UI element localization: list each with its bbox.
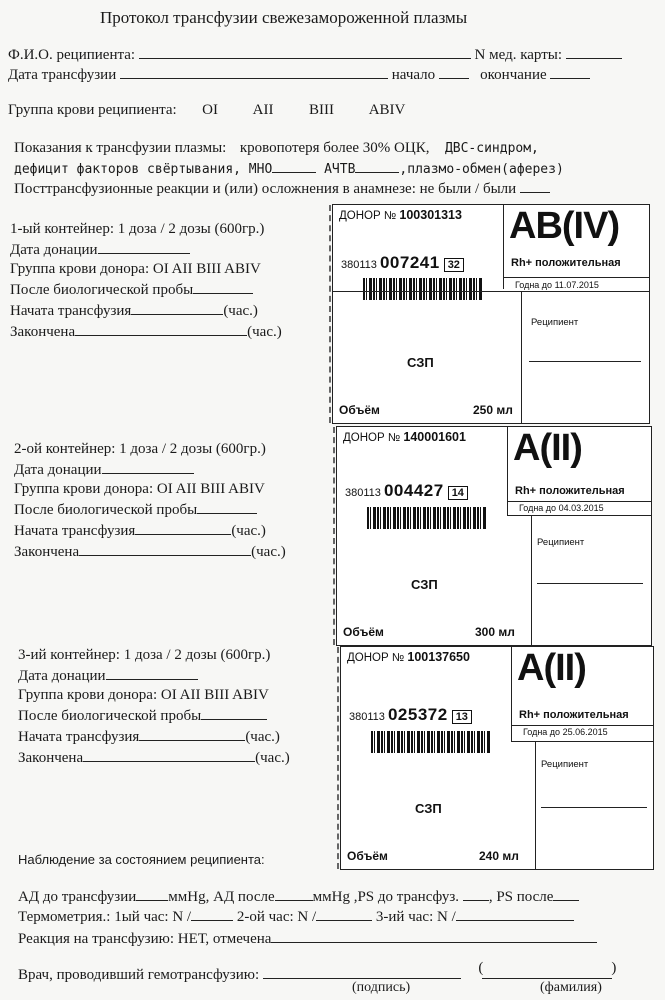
container-box-number: 13 [452,710,472,724]
doctor-row [18,960,617,984]
donor-group-label: Группа крови донора: OI AII BIII ABIV [14,481,265,497]
hour-label: (час.) [231,523,266,539]
fio-field[interactable] [139,44,471,59]
donation-date-label: Дата донации [10,242,98,258]
container-1-fields [10,220,282,342]
bio-test-field[interactable] [197,499,257,514]
indication-plasmapheresis: ,плазмо-обмен(аферез) [399,162,564,177]
expiry-date: Годна до 04.03.2015 [519,503,604,513]
thermo-hour2-label: 2-ой час: N / [236,909,317,925]
donor-label-2 [336,426,652,646]
ended-label: Закончена [14,544,80,560]
donor-blood-group: A(II) [513,427,582,469]
reaction-row [18,928,597,948]
ended-label: Закончена [18,750,84,766]
donor-number: ДОНОР № 100301313 [339,208,462,222]
product-name: СЗП [411,577,438,592]
ended-field[interactable] [75,321,247,336]
end-label: окончание [480,67,547,83]
indication-factor-deficit: дефицит факторов свёртывания, МНО [14,162,273,177]
hour-label: (час.) [223,303,258,319]
group-option-abiv[interactable]: ABIV [368,102,406,118]
container-code: 380113 004427 14 [345,481,468,501]
ended-field[interactable] [79,541,251,556]
ended-label: Закончена [10,324,76,340]
donation-date-field[interactable] [102,459,194,474]
bio-test-label: После биологической пробы [10,282,194,298]
ps-before-label: ммHg ,PS до трансфуз. [312,889,460,905]
donor-number: ДОНОР № 100137650 [347,650,470,664]
bio-test-label: После биологической пробы [18,708,202,724]
indication-dic: ДВС-синдром, [444,141,539,156]
reactions-label: Посттрансфузионные реакции и (или) осложнения в анамнезе: не были / были [14,181,517,197]
volume-label: Объём [347,849,388,863]
indications-row-1 [14,140,539,157]
donor-group-label: Группа крови донора: OI AII BIII ABIV [10,261,261,277]
container-2-fields [14,440,286,562]
recipient-blood-group-row [8,102,405,119]
container-code: 380113 025372 13 [349,705,472,725]
donor-group-label: Группа крови донора: OI AII BIII ABIV [18,687,269,703]
thermo-hour1-label: Термометрия.: 1ый час: N / [18,909,192,925]
donation-date-field[interactable] [98,239,190,254]
indications-label: Показания к трансфузии плазмы: [14,140,227,156]
start-field[interactable] [439,64,469,79]
transfusion-date-row [8,64,590,84]
volume-label: Объём [339,403,380,417]
started-label: Начата трансфузия [18,729,140,745]
bio-test-label: После биологической пробы [14,502,198,518]
product-name: СЗП [407,355,434,370]
container-2-heading: 2-ой контейнер: 1 доза / 2 дозы (600гр.) [14,441,266,457]
card-label: N мед. карты: [474,47,563,63]
group-option-oi[interactable]: OI [202,102,218,118]
volume-label: Объём [343,625,384,639]
ended-field[interactable] [83,747,255,762]
container-code: 380113 007241 32 [341,253,464,273]
container-3-fields [18,646,290,768]
thermometry-row [18,906,574,926]
donor-blood-group: AB(IV) [509,205,620,247]
container-3-heading: 3-ий контейнер: 1 доза / 2 дозы (600гр.) [18,647,271,663]
bio-test-field[interactable] [193,279,253,294]
donation-date-label: Дата донации [14,462,102,478]
recipient-field-label: Реципиент [541,759,589,770]
start-label: начало [391,67,436,83]
signature-field[interactable] [263,964,461,979]
date-field[interactable] [120,64,388,79]
donor-number: ДОНОР № 140001601 [343,430,466,444]
fio-label: Ф.И.О. реципиента: [8,47,136,63]
started-label: Начата трансфузия [10,303,132,319]
hour-label: (час.) [245,729,280,745]
group-option-aii[interactable]: AII [252,102,274,118]
hour-label: (час.) [251,544,286,560]
expiry-date: Годна до 11.07.2015 [515,280,599,290]
rh-factor: Rh+ положительная [511,257,621,269]
product-name: СЗП [415,801,442,816]
reaction-label: Реакция на трансфузию: НЕТ, отмечена [18,931,272,947]
thermo-hour3-label: 3-ий час: N / [375,909,456,925]
reactions-row [14,178,550,198]
ps-before-field[interactable] [463,886,489,901]
observation-heading: Наблюдение за состоянием реципиента: [18,852,265,867]
surname-field[interactable]: ( ) [482,964,612,979]
ps-after-label: , PS после [488,889,554,905]
surname-caption: (фамилия) [540,980,602,995]
ps-after-field[interactable] [553,886,579,901]
card-field[interactable] [566,44,622,59]
hour-label: (час.) [247,324,282,340]
bp-after-label: ммHg, АД после [168,889,275,905]
barcode-icon [371,731,491,753]
bp-before-field[interactable] [136,886,168,901]
container-box-number: 14 [448,486,468,500]
end-field[interactable] [550,64,590,79]
page-title: Протокол трансфузии свежезамороженной плазмы [100,8,468,27]
donor-label-3 [340,646,654,870]
indications-row-2 [14,158,564,177]
recipient-field-label: Реципиент [531,317,579,328]
barcode-icon [363,278,483,300]
blood-group-label: Группа крови реципиента: [8,102,177,118]
bp-before-label: АД до трансфузии [18,889,137,905]
rh-factor: Rh+ положительная [515,485,625,497]
donation-date-field[interactable] [106,665,198,680]
barcode-icon [367,507,487,529]
inr-field[interactable] [272,158,316,173]
volume-value: 300 мл [475,625,515,639]
recipient-field-label: Реципиент [537,537,585,548]
rh-factor: Rh+ положительная [519,709,629,721]
started-label: Начата трансфузия [14,523,136,539]
group-option-biii[interactable]: BIII [309,102,334,118]
container-1-heading: 1-ый контейнер: 1 доза / 2 дозы (600гр.) [10,221,265,237]
indication-aptt: АЧТВ [324,162,356,177]
doctor-label: Врач, проводивший гемотрансфузию: [18,967,260,983]
expiry-date: Годна до 25.06.2015 [523,727,608,737]
date-label: Дата трансфузии [8,67,117,83]
donation-date-label: Дата донации [18,668,106,684]
hour-label: (час.) [255,750,290,766]
thermo-hour3-field[interactable] [456,906,574,921]
bio-test-field[interactable] [201,705,267,720]
started-field[interactable] [135,520,231,535]
aptt-field[interactable] [355,158,399,173]
thermo-hour1-field[interactable] [191,906,233,921]
volume-value: 250 мл [473,403,513,417]
thermo-hour2-field[interactable] [316,906,372,921]
donor-label-1 [332,204,650,424]
container-box-number: 32 [444,258,464,272]
bp-row [18,886,579,906]
started-field[interactable] [139,726,245,741]
reaction-field[interactable] [271,928,597,943]
started-field[interactable] [131,300,223,315]
bp-after-field[interactable] [275,886,313,901]
signature-caption: (подпись) [352,980,411,995]
reactions-field[interactable] [520,178,550,193]
indication-blood-loss: кровопотеря более 30% ОЦК, [239,140,430,156]
recipient-fio-row [8,44,622,64]
volume-value: 240 мл [479,849,519,863]
donor-blood-group: A(II) [517,647,586,689]
